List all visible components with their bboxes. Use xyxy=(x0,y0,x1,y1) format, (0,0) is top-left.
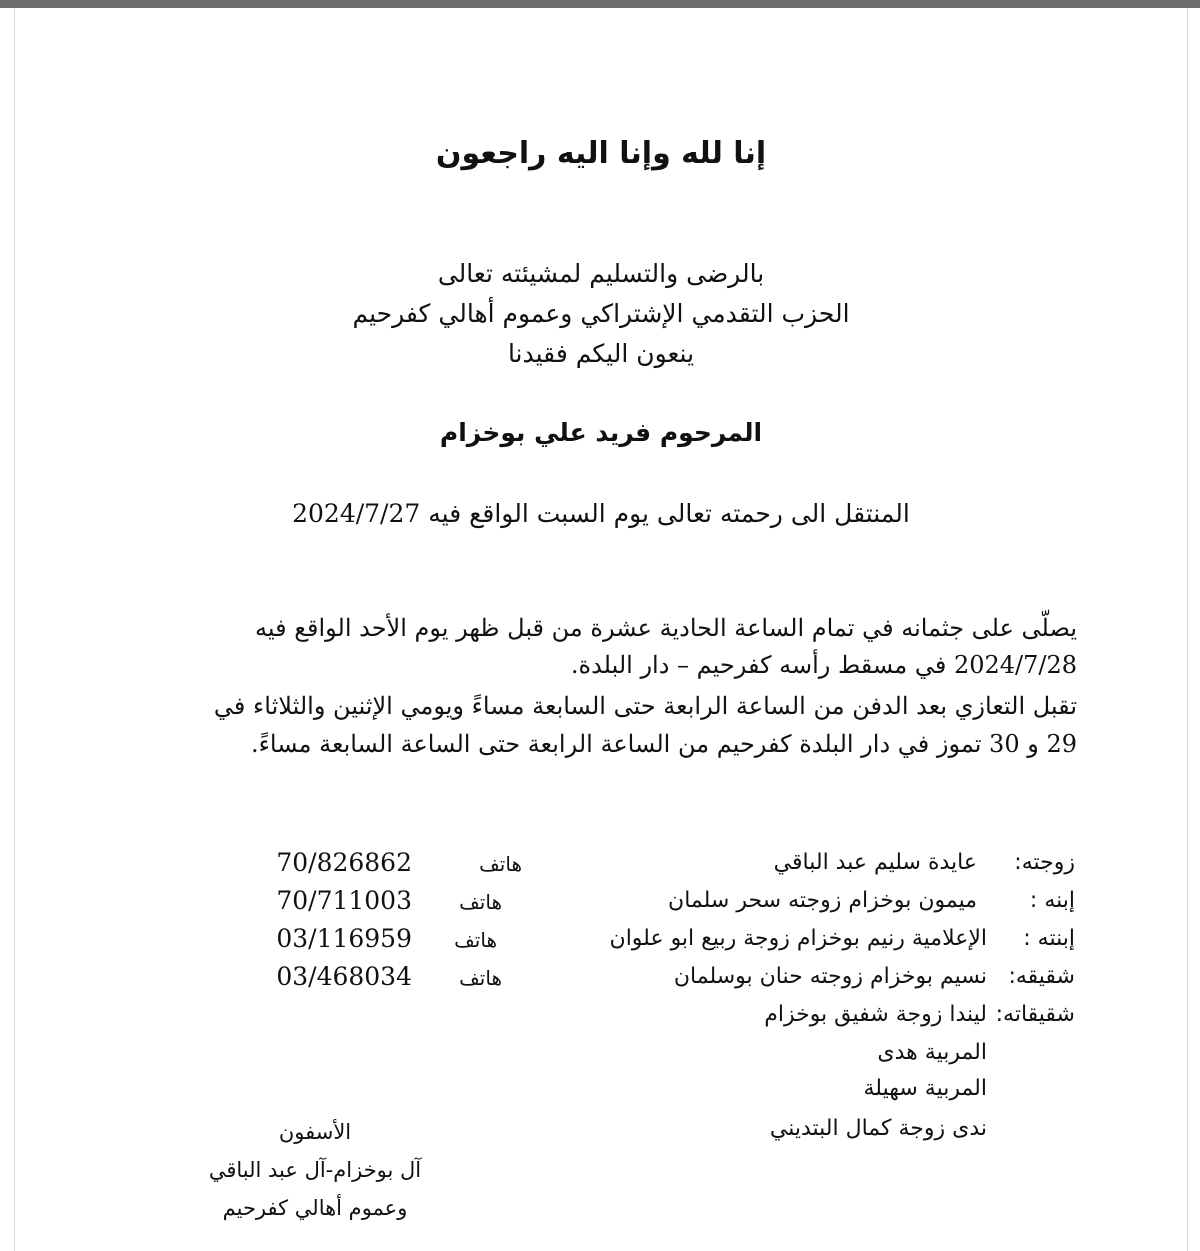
daughter-name: الإعلامية رنيم بوخزام زوجة ربيع ابو علوان xyxy=(609,926,987,951)
passing-date-line: المنتقل الى رحمته تعالى يوم السبت الواقع فيه 2024/7/27 xyxy=(292,499,910,528)
signature-village: وعموم أهالي كفرحيم xyxy=(222,1196,408,1220)
funeral-line-2: 2024/7/28 في مسقط رأسه كفرحيم – دار البلدة. xyxy=(570,651,1077,679)
obituary-document xyxy=(14,8,1188,1251)
wife-label: زوجته: xyxy=(1014,850,1075,875)
wife-phone: 70/826862 xyxy=(276,848,412,877)
signature-families: آل بوخزام-آل عبد الباقي xyxy=(208,1158,422,1182)
brother-name: نسيم بوخزام زوجته حنان بوسلمان xyxy=(673,964,987,989)
sister-3: المربية سهيلة xyxy=(863,1076,987,1101)
son-label: إبنه : xyxy=(1029,888,1075,913)
son-phone: 70/711003 xyxy=(276,886,412,915)
intro-line-2: الحزب التقدمي الإشتراكي وعموم أهالي كفرحيم xyxy=(352,299,850,328)
condolence-line-1: تقبل التعازي بعد الدفن من الساعة الرابعة حتى السابعة مساءً ويومي الإثنين والثلاثاء في xyxy=(213,692,1077,720)
daughter-phone: 03/116959 xyxy=(276,924,412,953)
sister-2: المربية هدى xyxy=(877,1040,987,1065)
daughter-phone-label: هاتف xyxy=(454,928,497,952)
sister-1: ليندا زوجة شفيق بوخزام xyxy=(764,1002,987,1027)
sister-4: ندى زوجة كمال البتديني xyxy=(769,1116,987,1141)
sisters-label: شقيقاته: xyxy=(995,1002,1075,1027)
deceased-name: المرحوم فريد علي بوخزام xyxy=(439,418,763,447)
signature-mourners: الأسفون xyxy=(278,1120,352,1144)
funeral-line-1: يصلّى على جثمانه في تمام الساعة الحادية عشرة من قبل ظهر يوم الأحد الواقع فيه xyxy=(254,614,1077,642)
wife-name: عايدة سليم عبد الباقي xyxy=(773,850,977,875)
condolence-line-2: 29 و 30 تموز في دار البلدة كفرحيم من الساعة الرابعة حتى الساعة السابعة مساءً. xyxy=(251,730,1077,758)
son-phone-label: هاتف xyxy=(459,890,502,914)
wife-phone-label: هاتف xyxy=(479,852,522,876)
brother-phone: 03/468034 xyxy=(276,962,412,991)
quran-verse-title: إنا لله وإنا اليه راجعون xyxy=(435,136,767,171)
top-border-bar xyxy=(0,0,1200,8)
brother-phone-label: هاتف xyxy=(459,966,502,990)
brother-label: شقيقه: xyxy=(1008,964,1075,989)
son-name: ميمون بوخزام زوجته سحر سلمان xyxy=(668,888,977,913)
intro-line-3: ينعون اليكم فقيدنا xyxy=(507,339,695,368)
daughter-label: إبنته : xyxy=(1023,926,1075,951)
intro-line-1: بالرضى والتسليم لمشيئته تعالى xyxy=(437,259,765,288)
